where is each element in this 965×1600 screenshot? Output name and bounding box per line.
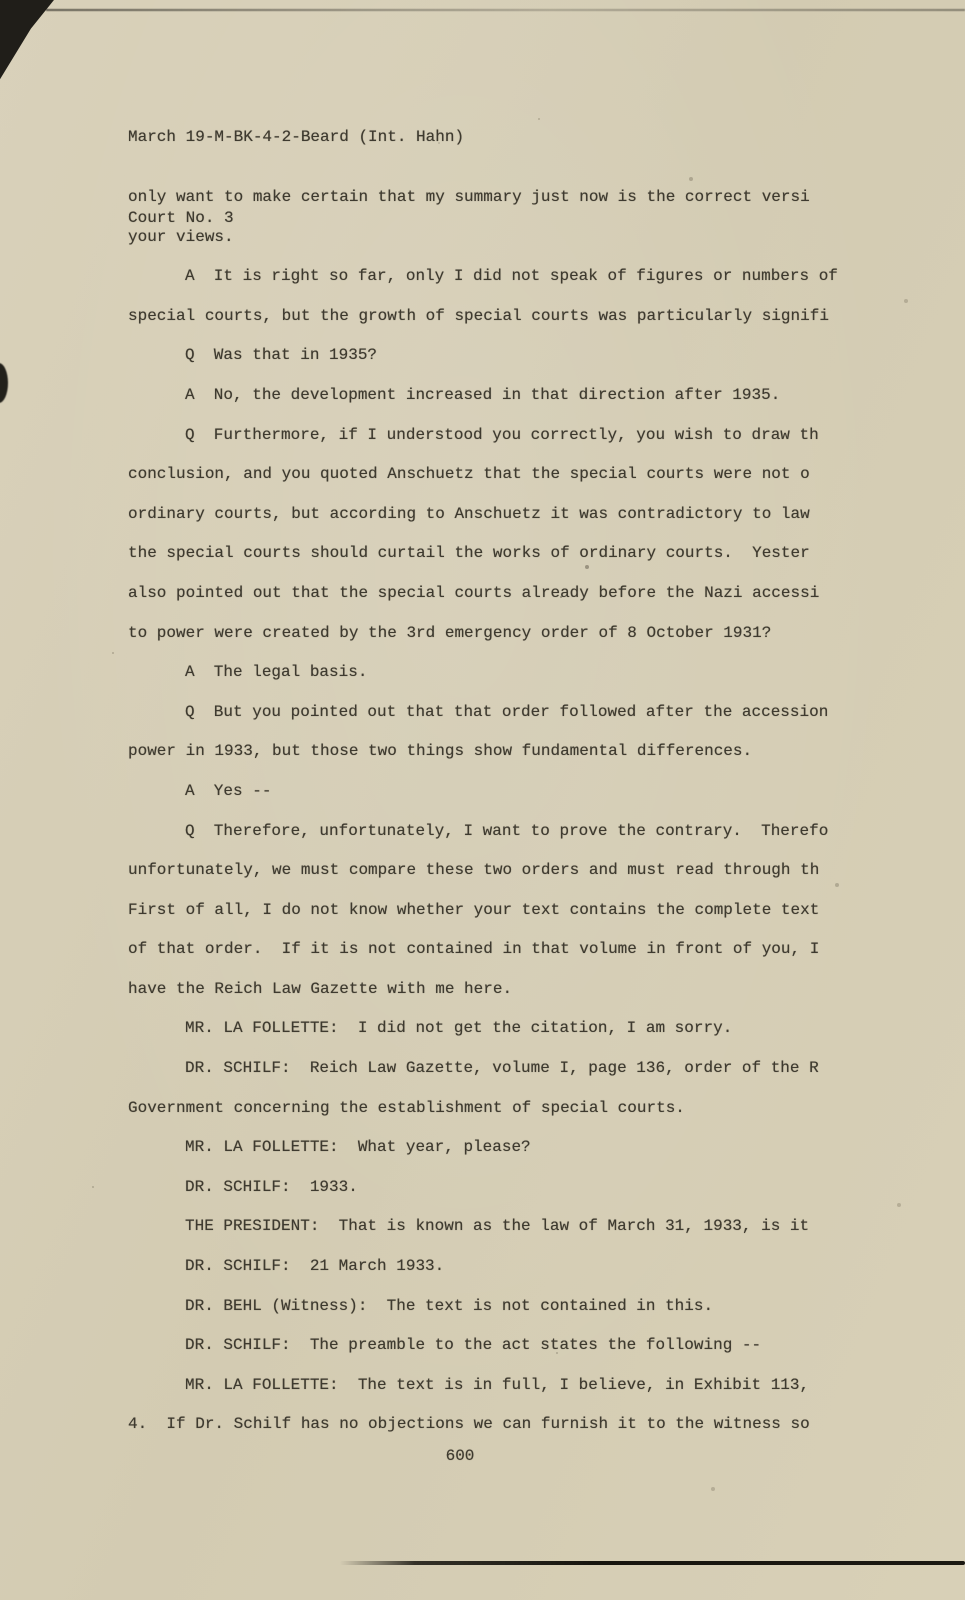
transcript-line: Q Therefore, unfortunately, I want to prove the contrary. Therefo	[185, 821, 829, 840]
transcript-line: A No, the development increased in that direction after 1935.	[185, 385, 781, 404]
scan-artifact-bottom-line	[340, 1561, 965, 1565]
transcript-line: First of all, I do not know whether your text contains the complete text	[128, 900, 820, 919]
transcript-line: DR. SCHILF: 21 March 1933.	[185, 1257, 445, 1276]
transcript-line: have the Reich Law Gazette with me here.	[128, 979, 513, 998]
transcript-body	[128, 178, 874, 1445]
transcript-line: A It is right so far, only I did not speak of figures or numbers of	[185, 267, 838, 286]
transcript-line: conclusion, and you quoted Anschuetz that the special courts were not o	[128, 465, 810, 484]
scan-artifact-speckles	[0, 0, 2, 2]
transcript-line: your views.	[128, 227, 234, 246]
transcript-line: Q But you pointed out that that order followed after the accession	[185, 702, 829, 721]
transcript-line: unfortunately, we must compare these two orders and must read through th	[128, 861, 820, 880]
transcript-line: DR. SCHILF: 1933.	[185, 1177, 358, 1196]
transcript-line: of that order. If it is not contained in that volume in front of you, I	[128, 940, 820, 959]
transcript-line: MR. LA FOLLETTE: The text is in full, I believe, in Exhibit 113,	[185, 1375, 810, 1394]
transcript-line: Q Was that in 1935?	[185, 346, 378, 365]
scan-artifact-left-edge	[0, 363, 8, 403]
transcript-line: MR. LA FOLLETTE: I did not get the citation, I am sorry.	[185, 1019, 733, 1038]
scan-artifact-top-edge	[46, 9, 965, 11]
transcript-line: DR. BEHL (Witness): The text is not contained in this.	[185, 1296, 714, 1315]
transcript-line: DR. SCHILF: The preamble to the act states the following --	[185, 1336, 762, 1355]
transcript-line: A The legal basis.	[185, 663, 368, 682]
transcript-line: special courts, but the growth of special courts was particularly signifi	[128, 306, 829, 325]
transcript-line: DR. SCHILF: Reich Law Gazette, volume I, page 136, order of the R	[185, 1059, 819, 1078]
transcript-line: power in 1933, but those two things show fundamental differences.	[128, 742, 753, 761]
transcript-line: also pointed out that the special courts already before the Nazi accessi	[128, 583, 820, 602]
transcript-line: ordinary courts, but according to Anschuetz it was contradictory to law	[128, 504, 810, 523]
header-case-line: March 19-M-BK-4-2-Beard (Int. Hahn)	[128, 128, 465, 146]
transcript-line: Government concerning the establishment of special courts.	[128, 1098, 685, 1117]
transcript-line: A Yes --	[185, 781, 272, 800]
transcript-line: Q Furthermore, if I understood you correctly, you wish to draw th	[185, 425, 819, 444]
transcript-line: only want to make certain that my summary just now is the correct versi	[128, 188, 810, 206]
transcript-line: the special courts should curtail the works of ordinary courts. Yester	[128, 544, 810, 563]
page-number: 600	[445, 1447, 475, 1465]
transcript-line: THE PRESIDENT: That is known as the law of March 31, 1933, is it	[185, 1217, 810, 1236]
scan-artifact-corner-mark	[0, 0, 62, 82]
transcript-line: MR. LA FOLLETTE: What year, please?	[185, 1138, 531, 1157]
header-court-line: Court No. 3	[128, 209, 234, 227]
transcript-line: to power were created by the 3rd emergency order of 8 October 1931?	[128, 623, 772, 642]
transcript-line: 4. If Dr. Schilf has no objections we can furnish it to the witness so	[128, 1415, 810, 1434]
